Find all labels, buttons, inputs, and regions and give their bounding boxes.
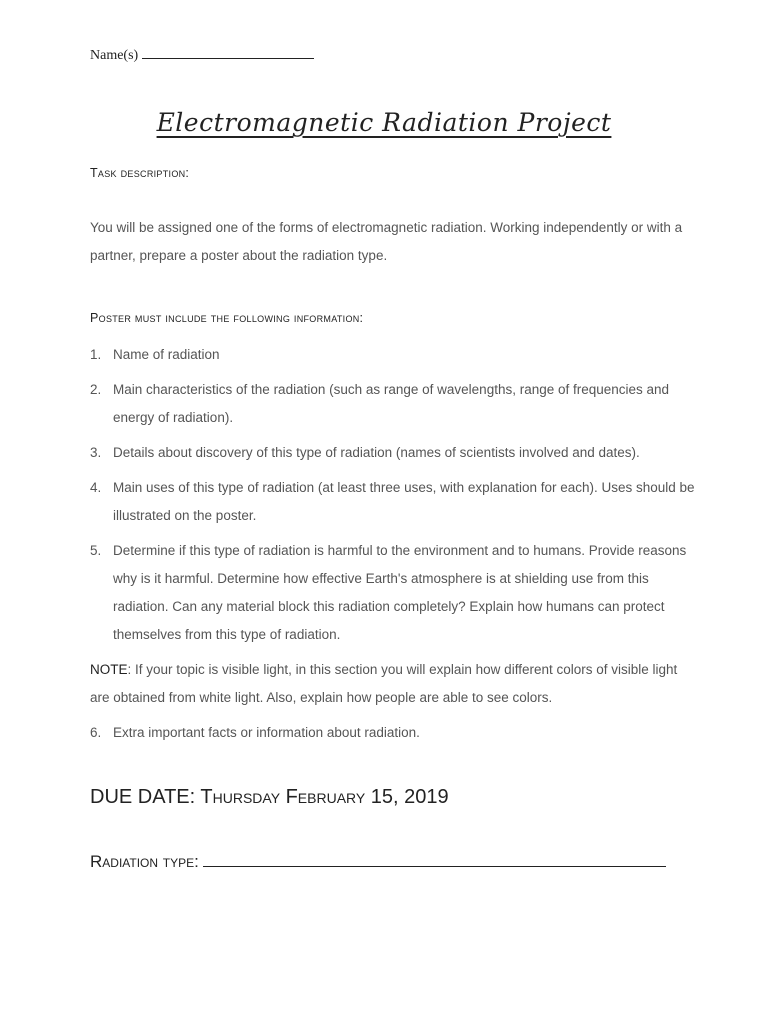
list-item-text: Extra important facts or information about radiation. [113,725,420,740]
list-item-number: 6. [90,725,102,740]
list-item [90,439,700,467]
due-date-label: DUE DATE [90,786,190,808]
list-item [90,341,700,369]
list-item-number: 3. [90,445,102,460]
name-label: Name(s) [90,48,139,63]
list-item-text: Details about discovery of this type of radiation (names of scientists involved and dates). [113,445,640,460]
radiation-type-label: Radiation type: [90,852,199,871]
list-item [90,719,700,747]
note-label: NOTE [90,662,128,677]
list-item-number: 1. [90,347,102,362]
task-description-heading: Task description: [90,166,190,180]
list-item-number: 5. [90,543,102,558]
note-text: : If your topic is visible light, in this section you will explain how different colors of visible light are obtained from white light. Also, explain how people are able to see colors. [90,662,678,705]
due-date-line [90,786,449,809]
radiation-type-line [90,850,666,872]
list-item-text: Determine if this type of radiation is harmful to the environment and to humans. Provide reasons why is it harmful. Determine how effective Earth's atmosphere is at shielding use from this radiation. Can any material block this radiation completely? Explain how humans can protect themselves from this type of radiation. [113,543,687,642]
list-item [90,376,700,432]
list-item-text: Name of radiation [113,347,220,362]
poster-requirements-heading: Poster must include the following information: [90,311,364,325]
note-paragraph [90,656,700,712]
list-item-number: 2. [90,382,102,397]
task-description-text: You will be assigned one of the forms of electromagnetic radiation. Working independently or with a partner, prepare a poster about the radiation type. [90,220,683,263]
list-item [90,537,700,649]
list-item-text: Main characteristics of the radiation (such as range of wavelengths, range of frequencies and energy of radiation). [113,382,670,425]
due-date-value: : Thursday February 15, 2019 [189,786,449,808]
name-field-line [90,46,314,64]
page-title: Electromagnetic Radiation Project [156,108,612,137]
name-blank[interactable] [142,46,314,59]
list-item [90,474,700,530]
list-item-text: Main uses of this type of radiation (at least three uses, with explanation for each). Uses should be illustrated on the poster. [113,480,695,523]
list-item-number: 4. [90,480,102,495]
radiation-type-blank[interactable] [203,850,666,867]
